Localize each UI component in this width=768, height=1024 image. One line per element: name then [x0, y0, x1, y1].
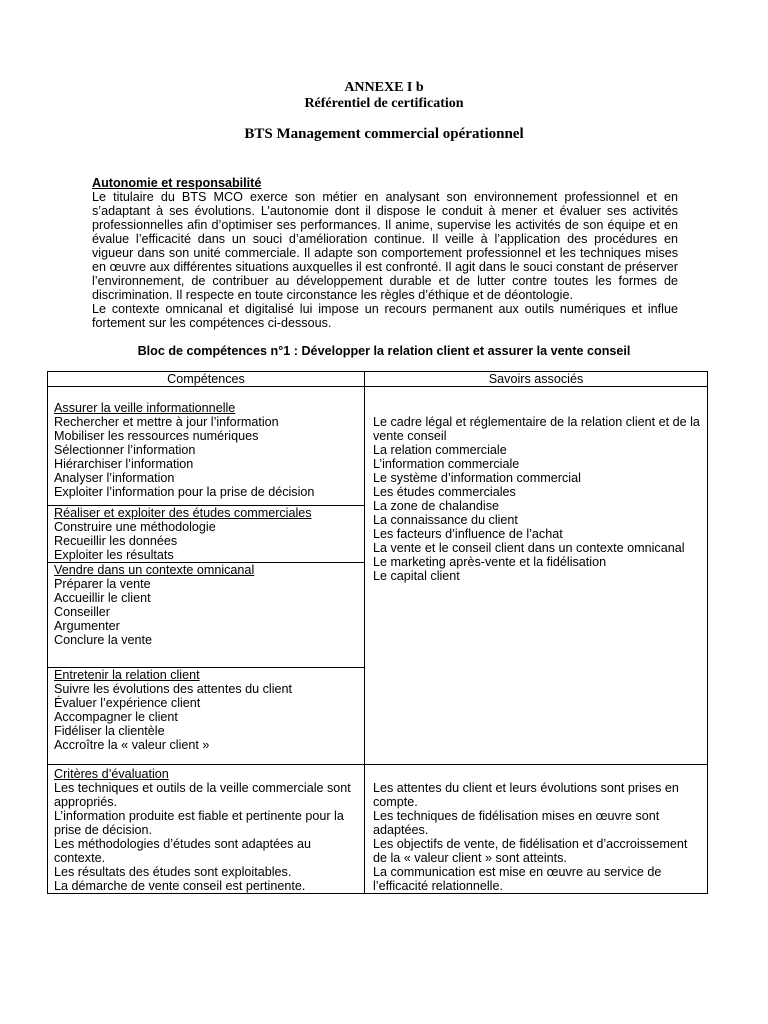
competence-group-veille — [48, 387, 365, 506]
list-item: Évaluer l’expérience client — [54, 696, 201, 710]
list-item: La communication est mise en œuvre au service de l’efficacité relationnelle. — [373, 865, 662, 893]
list-item: Les objectifs de vente, de fidélisation et d’accroissement de la « valeur client » sont atteints. — [373, 837, 688, 865]
intro-heading: Autonomie et responsabilité — [92, 176, 262, 190]
list-item: Accroître la « valeur client » — [54, 738, 210, 752]
competences-table — [47, 371, 708, 894]
criteres-left-cell — [48, 765, 365, 894]
list-item: Préparer la vente — [54, 577, 151, 591]
table-row — [48, 387, 708, 506]
bts-title: BTS Management commercial opérationnel — [244, 126, 524, 142]
group-title: Entretenir la relation client — [54, 668, 200, 682]
list-item: Rechercher et mettre à jour l’information — [54, 415, 279, 429]
group-title: Vendre dans un contexte omnicanal — [54, 563, 255, 577]
list-item: Les techniques de fidélisation mises en œuvre sont adaptées. — [373, 809, 660, 837]
intro-paragraph-2: Le contexte omnicanal et digitalisé lui impose un recours permanent aux outils numériques et influe fortement sur les compétences ci-dessous. — [92, 302, 678, 330]
group-title: Assurer la veille informationnelle — [54, 401, 236, 415]
list-item: Sélectionner l’information — [54, 443, 196, 457]
list-item: Les attentes du client et leurs évolutions sont prises en compte. — [373, 781, 679, 809]
list-item: La zone de chalandise — [373, 499, 500, 513]
table-header-row — [48, 372, 708, 387]
bloc-title: Bloc de compétences n°1 : Développer la relation client et assurer la vente conseil — [137, 344, 631, 358]
list-item: Construire une méthodologie — [54, 520, 216, 534]
list-item: Les techniques et outils de la veille commerciale sont appropriés. — [54, 781, 351, 809]
competence-group-vente — [48, 563, 365, 668]
referentiel-title: Référentiel de certification — [304, 96, 464, 111]
intro-paragraph-1: Le titulaire du BTS MCO exerce son métier en analysant son environnement professionnel et en s’adaptant à ses évolutions. L’autonomie dont il dispose le conduit à mener et évaluer ses activités professionnelles afin d’optimiser ses performances. Il anime, supervise les activités de son équipe et en évalue l’efficacité dans un souci d’amélioration continue. Il veille à l’application des procédures en vigueur dans son unité commerciale. Il adapte son comportement professionnel et les techniques mises en œuvre aux différentes situations auxquelles il est confronté. Il agit dans le souci constant de préserver l’environnement, de contribuer au développement durable et de lutter contre toutes les formes de discrimination. Il respecte en toute circonstance les règles d’éthique et de déontologie. — [92, 190, 678, 302]
list-item: L’information commerciale — [373, 457, 520, 471]
savoirs-cell — [365, 387, 708, 765]
list-item: Hiérarchiser l’information — [54, 457, 194, 471]
list-item: Les facteurs d’influence de l’achat — [373, 527, 563, 541]
list-item: Exploiter l’information pour la prise de décision — [54, 485, 315, 499]
list-item: Les résultats des études sont exploitables. — [54, 865, 292, 879]
list-item: Accueillir le client — [54, 591, 151, 605]
list-item: Analyser l’information — [54, 471, 175, 485]
list-item: Mobiliser les ressources numériques — [54, 429, 259, 443]
list-item: Le système d’information commercial — [373, 471, 581, 485]
list-item: Les études commerciales — [373, 485, 516, 499]
list-item: La relation commerciale — [373, 443, 507, 457]
table-row — [48, 765, 708, 894]
list-item: Le capital client — [373, 569, 460, 583]
header-competences: Compétences — [48, 372, 365, 387]
list-item: Suivre les évolutions des attentes du client — [54, 682, 293, 696]
list-item: Conseiller — [54, 605, 110, 619]
list-item: La vente et le conseil client dans un contexte omnicanal — [373, 541, 685, 555]
criteres-right-cell — [365, 765, 708, 894]
list-item: Recueillir les données — [54, 534, 178, 548]
list-item: Accompagner le client — [54, 710, 178, 724]
competence-group-relation — [48, 668, 365, 765]
list-item: Argumenter — [54, 619, 120, 633]
list-item: Le marketing après-vente et la fidélisation — [373, 555, 607, 569]
list-item: Fidéliser la clientèle — [54, 724, 165, 738]
list-item: Exploiter les résultats — [54, 548, 174, 562]
list-item: Conclure la vente — [54, 633, 153, 647]
list-item: Les méthodologies d’études sont adaptées au contexte. — [54, 837, 311, 865]
header-savoirs: Savoirs associés — [365, 372, 708, 387]
competence-group-etudes — [48, 506, 365, 563]
list-item: Le cadre légal et réglementaire de la relation client et de la vente conseil — [373, 415, 700, 443]
group-title: Réaliser et exploiter des études commerciales — [54, 506, 312, 520]
criteres-title: Critères d’évaluation — [54, 767, 169, 781]
annexe-title: ANNEXE I b — [344, 80, 424, 95]
list-item: L’information produite est fiable et pertinente pour la prise de décision. — [54, 809, 344, 837]
list-item: La connaissance du client — [373, 513, 518, 527]
intro-section — [92, 176, 678, 330]
list-item: La démarche de vente conseil est pertinente. — [54, 879, 306, 893]
